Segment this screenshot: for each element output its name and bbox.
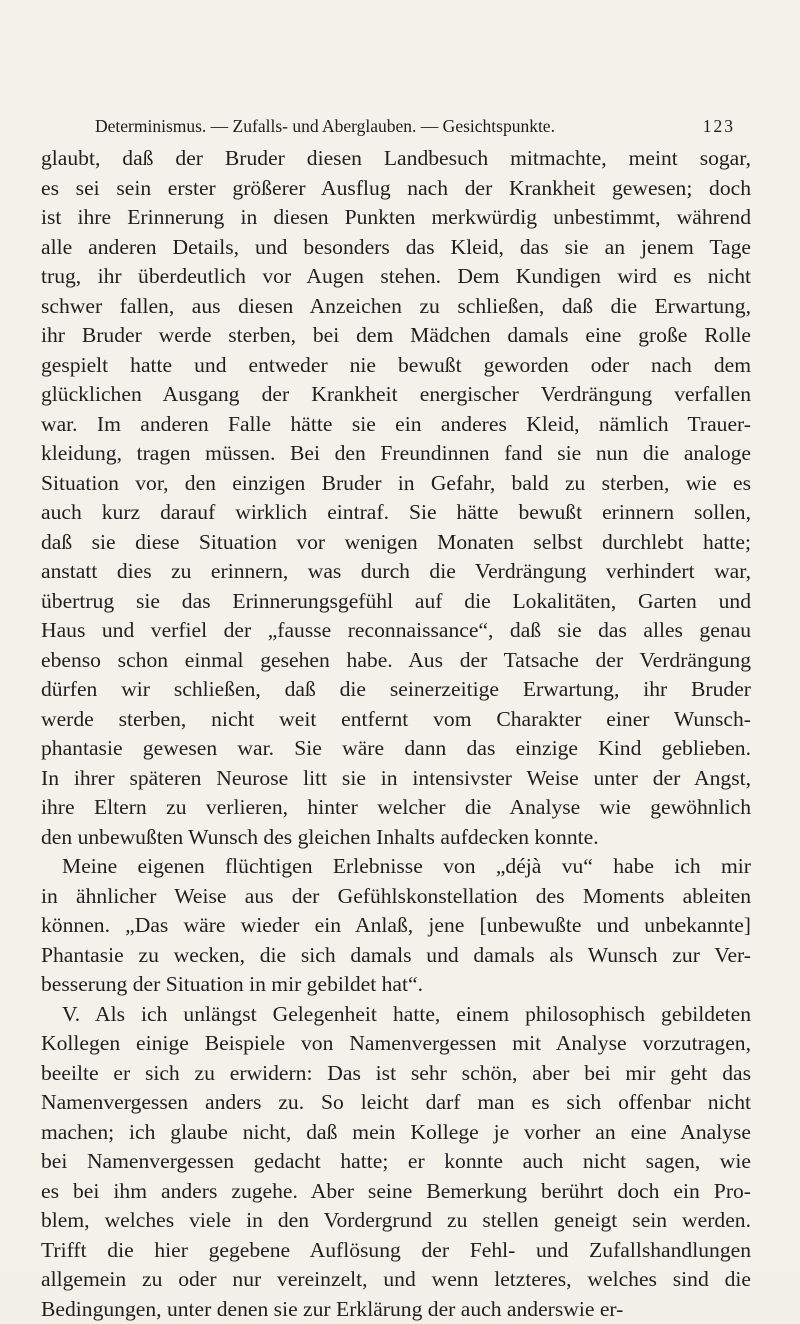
text-line: ihr Bruder werde sterben, bei dem Mädchen damals eine große Rolle [41,321,751,351]
text-line: beeilte er sich zu erwidern: Das ist sehr schön, aber bei mir geht das [41,1059,751,1089]
text-line: es sei sein erster größerer Ausflug nach der Krankheit gewesen; doch [41,174,751,204]
text-line: bei Namenvergessen gedacht hatte; er konnte auch nicht sagen, wie [41,1147,751,1177]
running-header-title: Determinismus. — Zufalls- und Aberglauben. — Gesichtspunkte. [95,116,555,137]
text-line: war. Im anderen Falle hätte sie ein anderes Kleid, nämlich Trauer- [41,410,751,440]
text-line: trug, ihr überdeutlich vor Augen stehen. Dem Kundigen wird es nicht [41,262,751,292]
text-line: Namenvergessen anders zu. So leicht darf man es sich offenbar nicht [41,1088,751,1118]
text-line: daß sie diese Situation vor wenigen Monaten selbst durchlebt hatte; [41,528,751,558]
text-line: Situation vor, den einzigen Bruder in Gefahr, bald zu sterben, wie es [41,469,751,499]
text-line: alle anderen Details, und besonders das Kleid, das sie an jenem Tage [41,233,751,263]
text-line: in ähnlicher Weise aus der Gefühlskonstellation des Moments ableiten [41,882,751,912]
text-line: phantasie gewesen war. Sie wäre dann das einzige Kind geblieben. [41,734,751,764]
text-line: den unbewußten Wunsch des gleichen Inhalts aufdecken konnte. [41,823,751,853]
text-line: glücklichen Ausgang der Krankheit energischer Verdrängung verfallen [41,380,751,410]
text-line: kleidung, tragen müssen. Bei den Freundinnen fand sie nun die analoge [41,439,751,469]
text-line: es bei ihm anders zugehe. Aber seine Bemerkung berührt doch ein Pro- [41,1177,751,1207]
text-line: Meine eigenen flüchtigen Erlebnisse von „déjà vu“ habe ich mir [41,852,751,882]
text-line: Bedingungen, unter denen sie zur Erklärung der auch anderswie er- [41,1295,751,1324]
text-line: dürfen wir schließen, daß die seinerzeitige Erwartung, ihr Bruder [41,675,751,705]
text-line: können. „Das wäre wieder ein Anlaß, jene [unbewußte und unbekannte] [41,911,751,941]
text-line: besserung der Situation in mir gebildet hat“. [41,970,751,1000]
text-line: übertrug sie das Erinnerungsgefühl auf die Lokalitäten, Garten und [41,587,751,617]
text-line: Trifft die hier gegebene Auflösung der Fehl- und Zufallshandlungen [41,1236,751,1266]
text-line: gespielt hatte und entweder nie bewußt geworden oder nach dem [41,351,751,381]
text-line: V. Als ich unlängst Gelegenheit hatte, einem philosophisch gebildeten [41,1000,751,1030]
text-line: blem, welches viele in den Vordergrund zu stellen geneigt sein werden. [41,1206,751,1236]
text-line: allgemein zu oder nur vereinzelt, und wenn letzteres, welches sind die [41,1265,751,1295]
text-line: schwer fallen, aus diesen Anzeichen zu schließen, daß die Erwartung, [41,292,751,322]
text-line: anstatt dies zu erinnern, was durch die Verdrängung verhindert war, [41,557,751,587]
text-line: ebenso schon einmal gesehen habe. Aus der Tatsache der Verdrängung [41,646,751,676]
text-line: werde sterben, nicht weit entfernt vom Charakter einer Wunsch- [41,705,751,735]
text-line: Phantasie zu wecken, die sich damals und damals als Wunsch zur Ver- [41,941,751,971]
text-line: auch kurz darauf wirklich eintraf. Sie hätte bewußt erinnern sollen, [41,498,751,528]
text-line: In ihrer späteren Neurose litt sie in intensivster Weise unter der Angst, [41,764,751,794]
text-line: glaubt, daß der Bruder diesen Landbesuch mitmachte, meint sogar, [41,144,751,174]
text-line: ihre Eltern zu verlieren, hinter welcher die Analyse wie gewöhnlich [41,793,751,823]
text-line: Haus und verfiel der „fausse reconnaissance“, daß sie das alles genau [41,616,751,646]
body-text [41,144,751,1324]
text-line: machen; ich glaube nicht, daß mein Kollege je vorher an eine Analyse [41,1118,751,1148]
page-number: 123 [703,116,735,137]
text-line: ist ihre Erinnerung in diesen Punkten merkwürdig unbestimmt, während [41,203,751,233]
text-line: Kollegen einige Beispiele von Namenvergessen mit Analyse vorzutragen, [41,1029,751,1059]
